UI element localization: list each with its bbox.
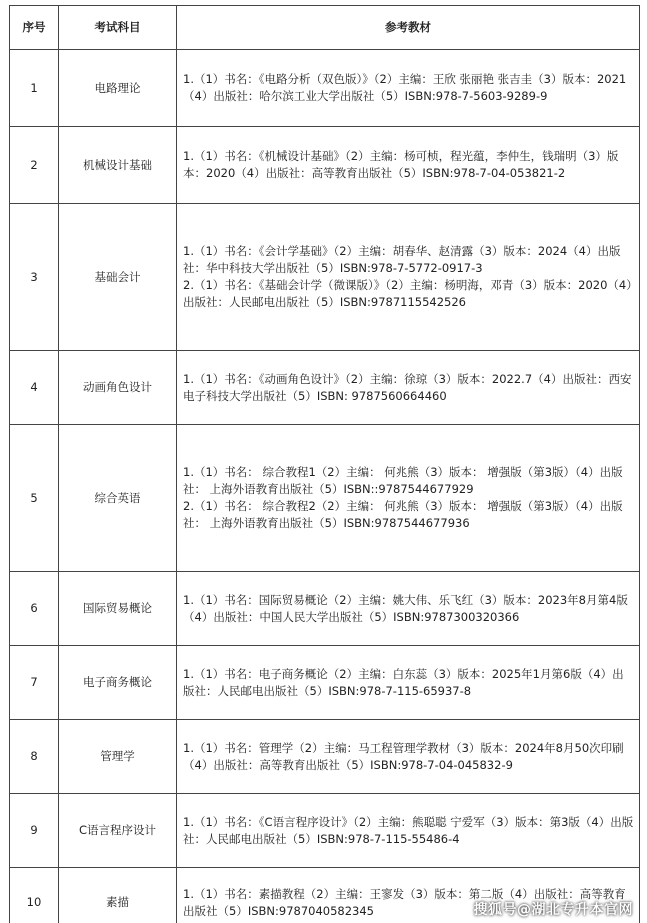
table-row — [10, 204, 640, 351]
row-textbooks — [177, 572, 640, 646]
table-row — [10, 794, 640, 868]
row-textbooks — [177, 646, 640, 720]
textbook-entry: 1.（1）书名：管理学（2）主编：马工程管理学教材（3）版本：2024年8月50次印刷（4）出版社：高等教育出版社（5）ISBN:978-7-04-045832-9 — [183, 740, 624, 772]
row-number: 3 — [10, 204, 59, 351]
row-number: 2 — [10, 127, 59, 204]
row-number: 10 — [10, 868, 59, 923]
header-serial-number: 序号 — [10, 6, 59, 50]
row-textbooks — [177, 50, 640, 127]
row-subject: 电子商务概论 — [59, 646, 177, 720]
textbook-entry: 1.（1）书名： 综合教程1（2）主编： 何兆熊（3）版本： 增强版（第3版）（4）出版社： 上海外语教育出版社（5）ISBN::9787544677929 — [183, 465, 623, 496]
row-subject: 电路理论 — [59, 50, 177, 127]
table-row — [10, 351, 640, 425]
textbook-entry: 1.（1）书名：素描教程（2）主编：王寥发（3）版本：第二版（4）出版社：高等教育出版社（5）ISBN:9787040582345 — [183, 886, 626, 918]
row-subject: 机械设计基础 — [59, 127, 177, 204]
textbook-entry: 1.（1）书名：《电路分析（双色版）》（2）主编：王欣 张丽艳 张吉圭（3）版本：2021（4）出版社：哈尔滨工业大学出版社（5）ISBN:978-7-5603-9289-9 — [183, 72, 627, 103]
row-subject: 动画角色设计 — [59, 351, 177, 425]
header-reference-textbooks: 参考教材 — [177, 6, 640, 50]
textbook-entry: 1.（1）书名：电子商务概论（2）主编：白东蕊（3）版本：2025年1月第6版（4）出版社：人民邮电出版社（5）ISBN:978-7-115-65937-8 — [183, 666, 624, 698]
watermark-text: 搜狐号@湖北专升本官网 — [473, 902, 633, 918]
row-subject: C语言程序设计 — [59, 794, 177, 868]
textbook-entry: 1.（1）书名：《会计学基础》（2）主编：胡春华、赵清露（3）版本：2024（4）出版社：华中科技大学出版社（5）ISBN:978-7-5772-0917-3 — [183, 244, 621, 275]
table-row — [10, 572, 640, 646]
table-row — [10, 646, 640, 720]
row-number: 7 — [10, 646, 59, 720]
row-subject: 素描 — [59, 868, 177, 923]
table-row — [10, 127, 640, 204]
textbook-entry: 2.（1）书名： 综合教程2（2）主编： 何兆熊（3）版本： 增强版（第3版）（4）出版社： 上海外语教育出版社（5）ISBN:9787544677936 — [183, 499, 623, 530]
textbook-entry: 1.（1）书名：《机械设计基础》（2）主编：杨可桢，程光蕴，李仲生，钱瑞明（3）版本：2020（4）出版社：高等教育出版社（5）ISBN:978-7-04-053821-2 — [183, 149, 619, 180]
row-subject: 基础会计 — [59, 204, 177, 351]
exam-textbook-table — [9, 5, 640, 923]
textbook-entry: 2.（1）书名：《基础会计学（微课版）》（2）主编：杨明海，邓青（3）版本：2020（4）出版社：人民邮电出版社（5）ISBN:9787115542526 — [183, 278, 633, 309]
row-textbooks — [177, 351, 640, 425]
row-textbooks — [177, 720, 640, 794]
header-exam-subject: 考试科目 — [59, 6, 177, 50]
row-number: 1 — [10, 50, 59, 127]
row-subject: 管理学 — [59, 720, 177, 794]
textbook-entry: 1.（1）书名：《动画角色设计》（2）主编：徐琼（3）版本：2022.7（4）出版社：西安电子科技大学出版社（5）ISBN: 9787560664460 — [183, 371, 632, 403]
table-row — [10, 425, 640, 572]
row-number: 5 — [10, 425, 59, 572]
row-subject: 国际贸易概论 — [59, 572, 177, 646]
table-header-row — [10, 6, 640, 50]
row-number: 8 — [10, 720, 59, 794]
row-number: 9 — [10, 794, 59, 868]
row-textbooks — [177, 425, 640, 572]
textbook-entry: 1.（1）书名：《C语言程序设计》（2）主编：熊聪聪 宁爱军（3）版本：第3版（4）出版社：人民邮电出版社（5）ISBN:978-7-115-55486-4 — [183, 814, 634, 846]
row-subject: 综合英语 — [59, 425, 177, 572]
row-number: 6 — [10, 572, 59, 646]
table-row — [10, 50, 640, 127]
textbook-entry: 1.（1）书名：国际贸易概论（2）主编：姚大伟、乐飞红（3）版本：2023年8月第4版（4）出版社：中国人民大学出版社（5）ISBN:9787300320366 — [183, 592, 628, 624]
row-textbooks — [177, 204, 640, 351]
row-number: 4 — [10, 351, 59, 425]
table-row — [10, 720, 640, 794]
row-textbooks — [177, 794, 640, 868]
row-textbooks — [177, 127, 640, 204]
